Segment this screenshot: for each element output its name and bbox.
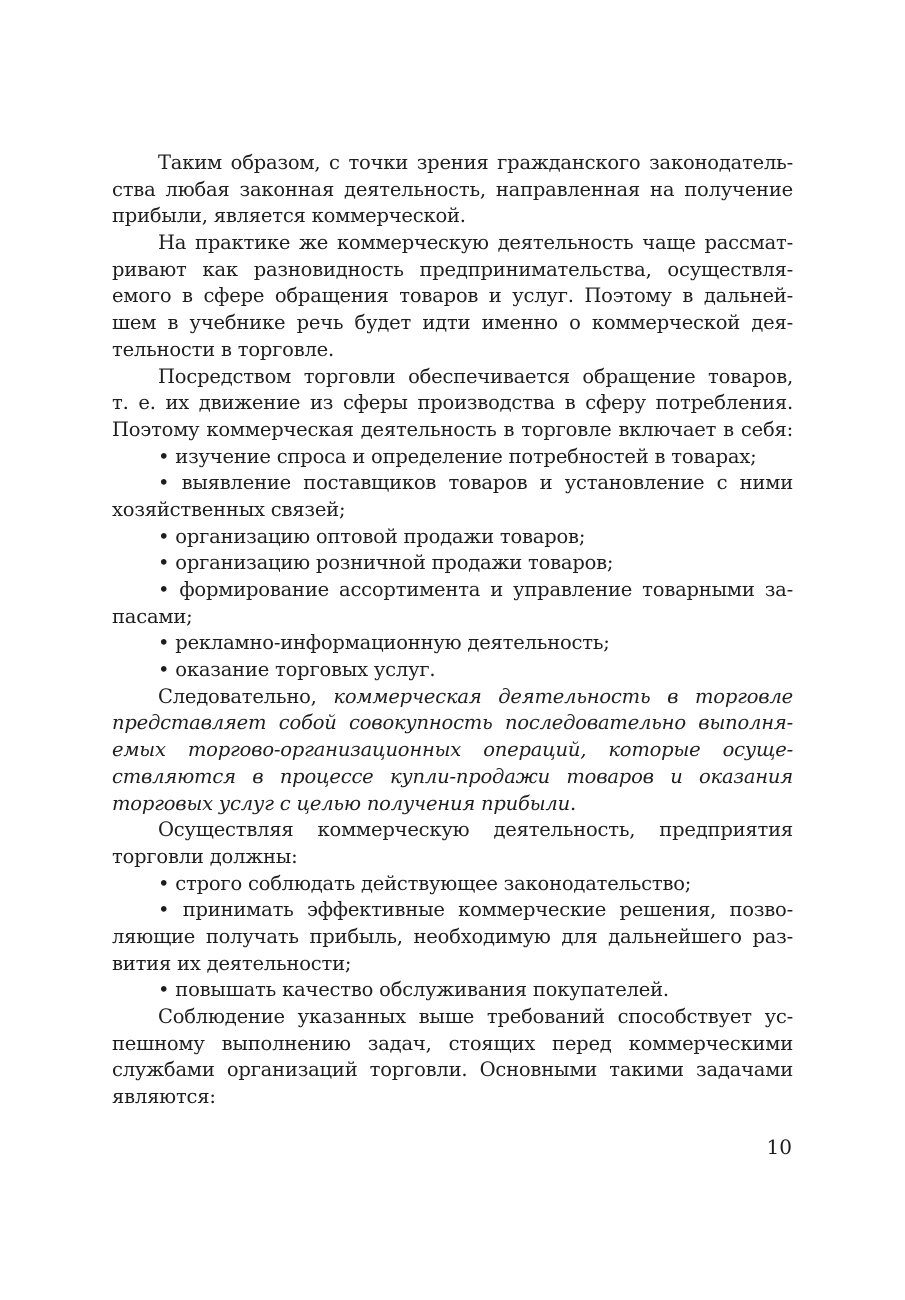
text-line: прибыли, является коммерческой. xyxy=(112,204,466,228)
text-line: Соблюдение указанных выше требований способствует ус- xyxy=(158,1005,793,1028)
text-line: Таким образом, с точки зрения гражданского законодатель- xyxy=(158,151,793,174)
text-span: . xyxy=(569,791,576,815)
list-item: • принимать эффективные коммерческие решения, позво- xyxy=(158,898,793,922)
list-item: • организацию оптовой продажи товаров; xyxy=(158,524,586,548)
text-line: ривают как разновидность предпринимательства, осуществля- xyxy=(112,257,793,281)
text-line: пасами; xyxy=(112,604,193,628)
text-line: службами организаций торговли. Основными такими задачами xyxy=(112,1058,793,1082)
text-line: пешному выполнению задач, стоящих перед коммерческими xyxy=(112,1031,793,1055)
text-span: Следовательно, xyxy=(158,684,317,708)
text-line: вития их деятельности; xyxy=(112,951,352,975)
text-line: представляет собой совокупность последовательно выполня- xyxy=(112,711,793,735)
page-body xyxy=(112,150,793,1111)
list-item: • выявление поставщиков товаров и установление с ними xyxy=(158,471,793,495)
text-line: т. е. их движение из сферы производства в сферу потребления. xyxy=(112,391,793,415)
text-line xyxy=(112,684,793,711)
text-line: Поэтому коммерческая деятельность в торговле включает в себя: xyxy=(112,417,793,441)
text-line: емого в сфере обращения товаров и услуг. Поэтому в дальней- xyxy=(112,284,793,308)
text-line xyxy=(112,791,793,818)
text-line: хозяйственных связей; xyxy=(112,497,346,521)
text-line: Осуществляя коммерческую деятельность, предприятия xyxy=(158,818,793,842)
text-line: На практике же коммерческую деятельность чаще рассмат- xyxy=(158,231,793,255)
list-item: • повышать качество обслуживания покупателей. xyxy=(158,978,669,1002)
text-line: емых торгово-организационных операций, которые осуще- xyxy=(112,738,793,762)
list-item: • формирование ассортимента и управление товарными за- xyxy=(158,578,793,601)
text-line: ствляются в процессе купли-продажи товаров и оказания xyxy=(112,764,793,788)
text-line: торговли должны: xyxy=(112,844,298,868)
list-item: • организацию розничной продажи товаров; xyxy=(158,551,614,575)
text-line: являются: xyxy=(112,1085,216,1109)
text-line: тельности в торговле. xyxy=(112,337,335,361)
italic-span: торговых услуг с целью получения прибыли xyxy=(112,791,570,815)
text-line: шем в учебнике речь будет идти именно о коммерческой дея- xyxy=(112,311,793,335)
text-line: ства любая законная деятельность, направленная на получение xyxy=(112,177,793,201)
text-line: Посредством торговли обеспечивается обращение товаров, xyxy=(158,364,793,388)
list-item: • рекламно-информационную деятельность; xyxy=(158,631,610,655)
page-number: 10 xyxy=(766,1135,792,1159)
list-item: • строго соблюдать действующее законодательство; xyxy=(158,871,692,895)
list-item: • оказание торговых услуг. xyxy=(158,658,436,682)
text-line: ляющие получать прибыль, необходимую для дальнейшего раз- xyxy=(112,924,793,948)
list-item: • изучение спроса и определение потребностей в товарах; xyxy=(158,444,757,468)
italic-span: коммерческая деятельность в торговле xyxy=(333,684,793,708)
